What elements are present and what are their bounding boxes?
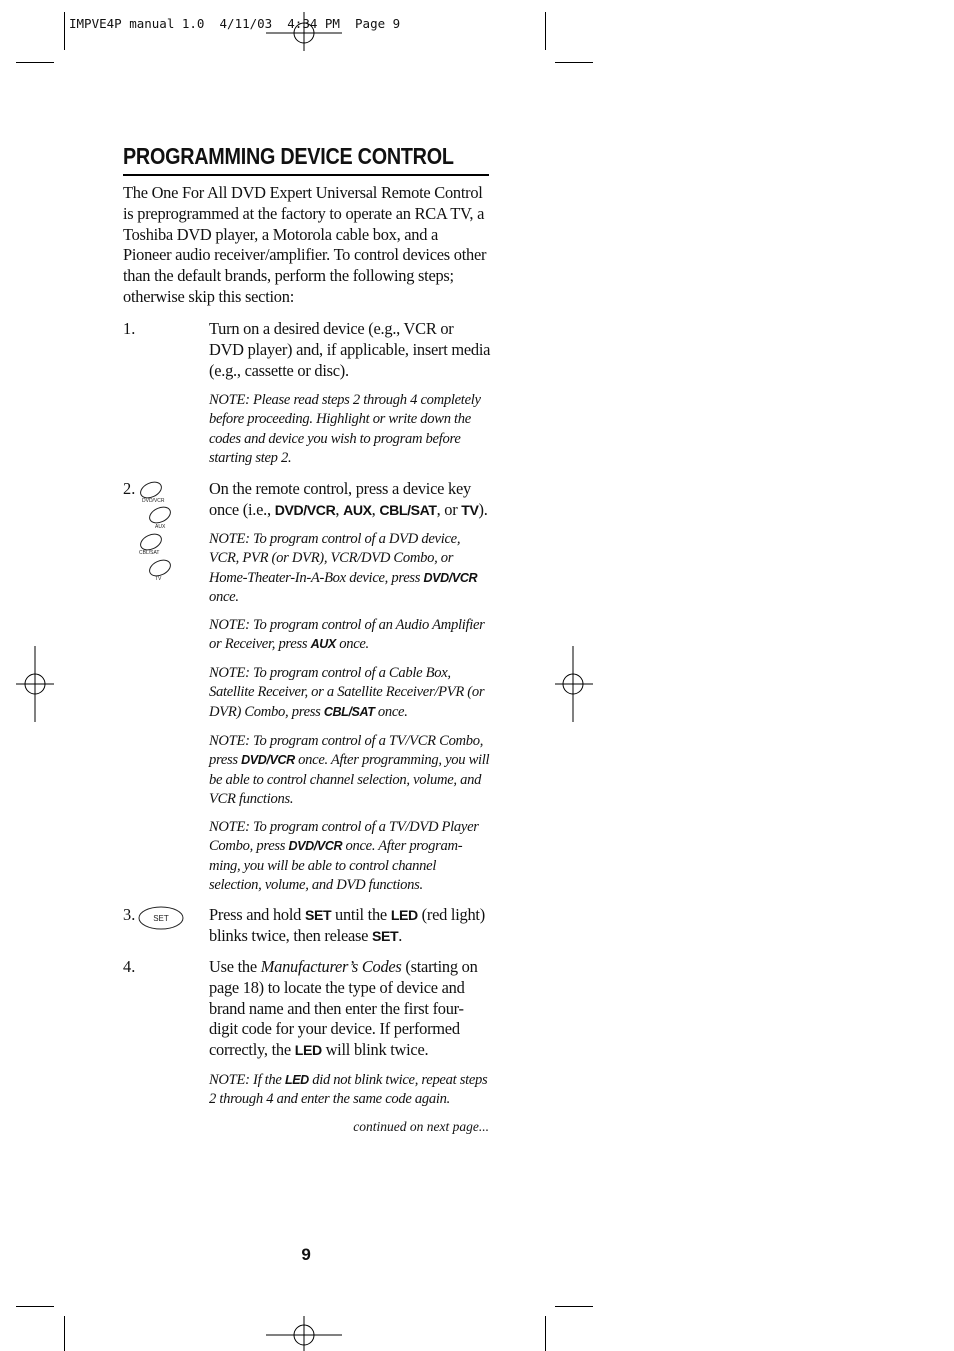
step-4-number: 4. [123,957,136,976]
step-2-text: On the remote control, press a device key once (i.e., DVD/VCR, AUX, CBL/SAT, or TV). [209,479,488,519]
key-dvd-vcr: DVD/VCR [274,501,336,518]
header-page: Page 9 [355,16,401,31]
page-title: PROGRAMMING DEVICE CONTROL [123,143,454,169]
step-3-number: 3. [123,905,136,924]
step-4-note: NOTE: If the LED did not blink twice, repeat steps 2 through 4 and enter the same code again. [209,1072,488,1108]
icon-label-tv: TV [155,576,162,582]
intro-paragraph: The One For All DVD Expert Universal Remote Control is preprogrammed at the factory to operate an RCA TV, a Toshiba DVD player, a Motorola cable box, and a Pioneer audio receiver/amplifier. To control devices other than the default brands, perform the following steps; otherwise skip this section: [123,183,487,306]
icon-label-aux: AUX [155,524,166,530]
icon-label-cblsat: CBL/SAT [139,550,160,556]
step-1-note: NOTE: Please read steps 2 through 4 completely before proceeding. Highlight or write down the codes and device you wish to program before starting step 2. [209,392,481,467]
page-number: 9 [301,1245,311,1264]
step-2-note-cbl: NOTE: To program control of a Cable Box, Satellite Receiver, or a Satellite Receiver/PVR (or DVR) Combo, press CBL/SAT once. [209,665,485,720]
step-2-note-tvvcr: NOTE: To program control of a TV/VCR Combo, press DVD/VCR once. After programming, you will be able to control channel selection, volume, and VCR functions. [209,733,490,808]
step-2-note-tvdvd: NOTE: To program control of a TV/DVD Player Combo, press DVD/VCR once. After program-ming, you will be able to control channel selection, volume, and DVD functions. [209,819,479,894]
key-aux: AUX [343,501,372,518]
header-file: IMPVE4P manual 1.0 [69,16,205,31]
step-4-text: Use the Manufacturer’s Codes (starting on page 18) to locate the type of device and brand name and then enter the first four-digit code for your device. If performed correctly, the LED will blink twice. [209,957,478,1060]
step-2-number: 2. [123,479,136,498]
set-key-label: SET [153,914,169,923]
header-date: 4/11/03 [219,16,273,31]
step-2-note-aux: NOTE: To program control of an Audio Amplifier or Receiver, press AUX once. [209,617,485,653]
step-3-text: Press and hold SET until the LED (red light) blinks twice, then release SET. [209,905,485,945]
icon-label-dvdvcr: DVD/VCR [142,498,165,504]
step-2-note-dvd: NOTE: To program control of a DVD device, VCR, PVR (or DVR), VCR/DVD Combo, or Home-Theater-In-A-Box device, press DVD/VCR once. [209,531,478,606]
key-tv: TV [461,501,479,518]
step-1-number: 1. [123,319,136,338]
set-key-icon [138,906,186,932]
key-cbl-sat: CBL/SAT [379,501,437,518]
title-rule [123,174,489,176]
continued-note: continued on next page... [353,1119,489,1134]
device-keys-icon [136,478,178,583]
header-time: 4:34 PM [287,16,340,31]
step-1-text: Turn on a desired device (e.g., VCR or DVD player) and, if applicable, insert media (e.g., cassette or disc). [209,319,491,380]
